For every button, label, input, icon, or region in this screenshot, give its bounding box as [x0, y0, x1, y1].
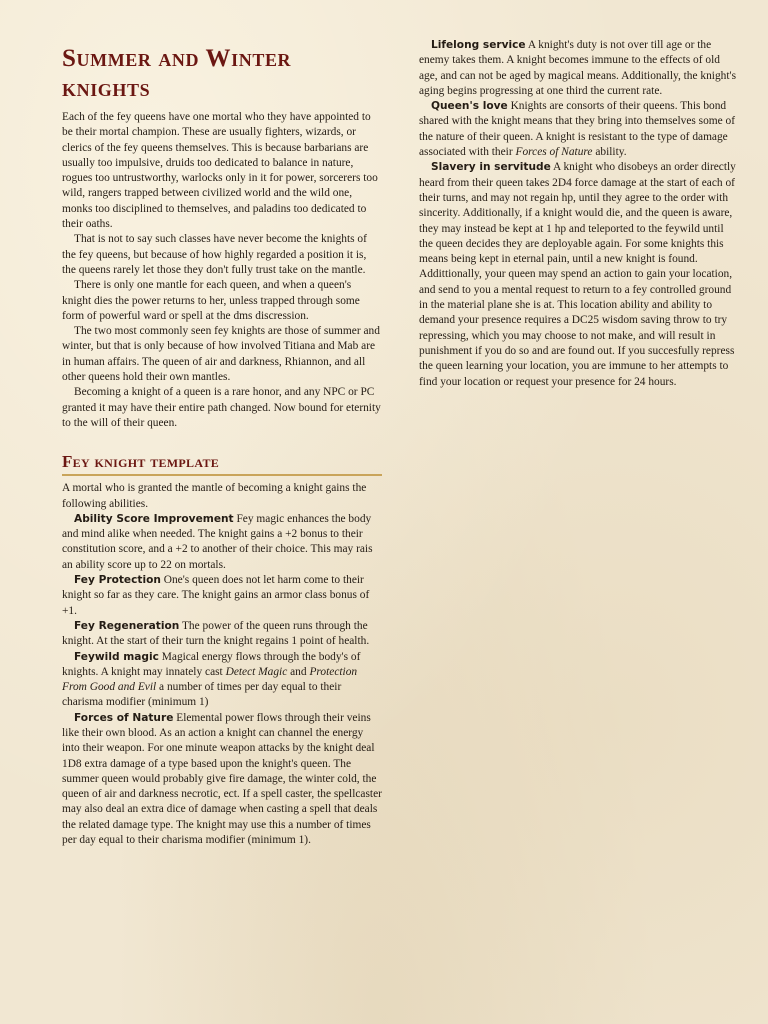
intro-paragraph-2: That is not to say such classes have never become the knights of the fey queens, but because of how highly regarded a position it is, the queens rarely let those they don't fully trust take on the mantle.	[62, 233, 367, 276]
section-heading: Fey knight template	[62, 451, 382, 476]
ability-text: Knights are consorts of their queens. This bond shared with the knight means that they bring into themselves some of the nature of their queen. A knight is resistant to the type of damage associated with their	[419, 100, 736, 159]
ability-name: Feywild magic	[74, 650, 159, 663]
page-title: Summer and Winter knights	[62, 45, 292, 102]
ability-score-improvement	[62, 512, 382, 573]
lifelong-service	[419, 38, 740, 99]
feywild-magic	[62, 650, 382, 711]
ability-text: Elemental power flows through their veins like their own blood. As an action a knight can channel the energy into their weapon. For one minute weapon attacks by the knight deal 1D8 extra damage of a type based upon the knight's queen. The summer queen would probably give fire damage, the winter cold, the queen of air and darkness necrotic, ect. If a spell caster, the spellcaster may also deal an extra dice of damage when casting a spell that deals the related damage type. The knight may use this a number of times per day equal to their charisma modifier (minimum 1).	[62, 711, 382, 847]
intro-paragraph-5: Becoming a knight of a queen is a rare honor, and any NPC or PC granted it may have their entire path changed. Now bound for eternity to the will of their queen.	[62, 386, 381, 429]
ability-text: ability.	[595, 146, 627, 159]
intro-paragraph-1: Each of the fey queens have one mortal who they have appointed to be their mortal champion. These are usually fighters, wizards, or clerics of the fey queens themselves. This is because barbarians are usually too impulsive, druids too dedicated to balance in nature, rogues too untrustworthy, warlocks only in it for power, sorcerers too wild, rangers trapped between civilized world and the wild one, monks too disciplined to themselves, and paladins too dedicated to their oaths.	[62, 111, 378, 231]
fey-regeneration	[62, 619, 382, 650]
ability-name: Fey Protection	[74, 574, 161, 587]
ability-name: Fey Regeneration	[74, 619, 180, 632]
queens-love	[419, 99, 740, 160]
ability-text: A knight's duty is not over till age or the enemy takes them. A knight becomes immune to the effects of old age, and can not be aged by magical means. Additionally, the knight's aging begins progressing at one third the current rate.	[419, 39, 737, 97]
spell-name: Detect Magic	[225, 665, 288, 678]
right-column	[419, 38, 740, 390]
ability-text: A knight who disobeys an order directly heard from their queen takes 2D4 force damage at the start of each of their turns, and may not regain hp, until they agree to the order with sincerity. Additionally, if a knight would die, and the queen is aware, they may instead be kept at 1 hp and teleported to the feywild until the queen decides they are deployable again. For some knights this means being kept in eternal pain, until a new knight is found. Addittionally, your queen may spend an action to gain your location, and send to you a mental request to return to a fey controlled ground in the material plane she is at. This location ability and ability to demand your presence requires a DC25 wisdom saving throw to try repressing, which you may choose to not make, and will result in punishment if you do so and are found out. If you succesfully repress the queen learning your location, you are immune to her attempts to find your location or request your presence for 24 hours.	[419, 161, 736, 388]
ability-text: Magical energy flows through the body's of knights. A knight may innately cast	[62, 650, 361, 678]
template-lead: A mortal who is granted the mantle of becoming a knight gains the following abilities.	[62, 482, 367, 510]
ability-text: One's queen does not let harm come to their knight so far as they care. The knight gains an armor class bonus of +1.	[62, 574, 370, 617]
left-column	[62, 0, 382, 848]
intro-paragraph-3: There is only one mantle for each queen, and when a queen's knight dies the power returns to her, unless trapped through some form of powerful ward or spell at the dms discression.	[62, 279, 360, 322]
intro-paragraph-4: The two most commonly seen fey knights are those of summer and winter, but that is only because of how involved Titiana and Mab are in human affairs. The queen of air and darkness, Rhiannon, and all other queens hold their own mantles.	[62, 325, 380, 384]
fey-protection	[62, 573, 382, 619]
ability-name: Slavery in servitude	[431, 161, 551, 174]
ability-text: The power of the queen runs through the knight. At the start of their turn the knight regains 1 point of health.	[62, 619, 370, 648]
forces-of-nature	[62, 711, 382, 849]
ability-text: Fey magic enhances the body and mind alike when needed. The knight gains a +2 bonus to their constitution score, and a +2 to another of their choice. This may rais an ability score up to 22 on mortals.	[62, 512, 373, 571]
slavery-in-servitude	[419, 160, 740, 389]
ability-name: Ability Score Improvement	[74, 512, 234, 525]
ability-name: Forces of Nature	[74, 711, 174, 724]
ability-text: a number of times per day equal to their charisma modifier (minimum 1)	[62, 681, 342, 709]
ability-name: Queen's love	[431, 100, 508, 113]
ability-name: Lifelong service	[431, 39, 526, 51]
spell-name: Protection From Good and Evil	[62, 665, 358, 694]
ability-reference: Forces of Nature	[515, 146, 593, 159]
ability-text: and	[290, 665, 307, 678]
